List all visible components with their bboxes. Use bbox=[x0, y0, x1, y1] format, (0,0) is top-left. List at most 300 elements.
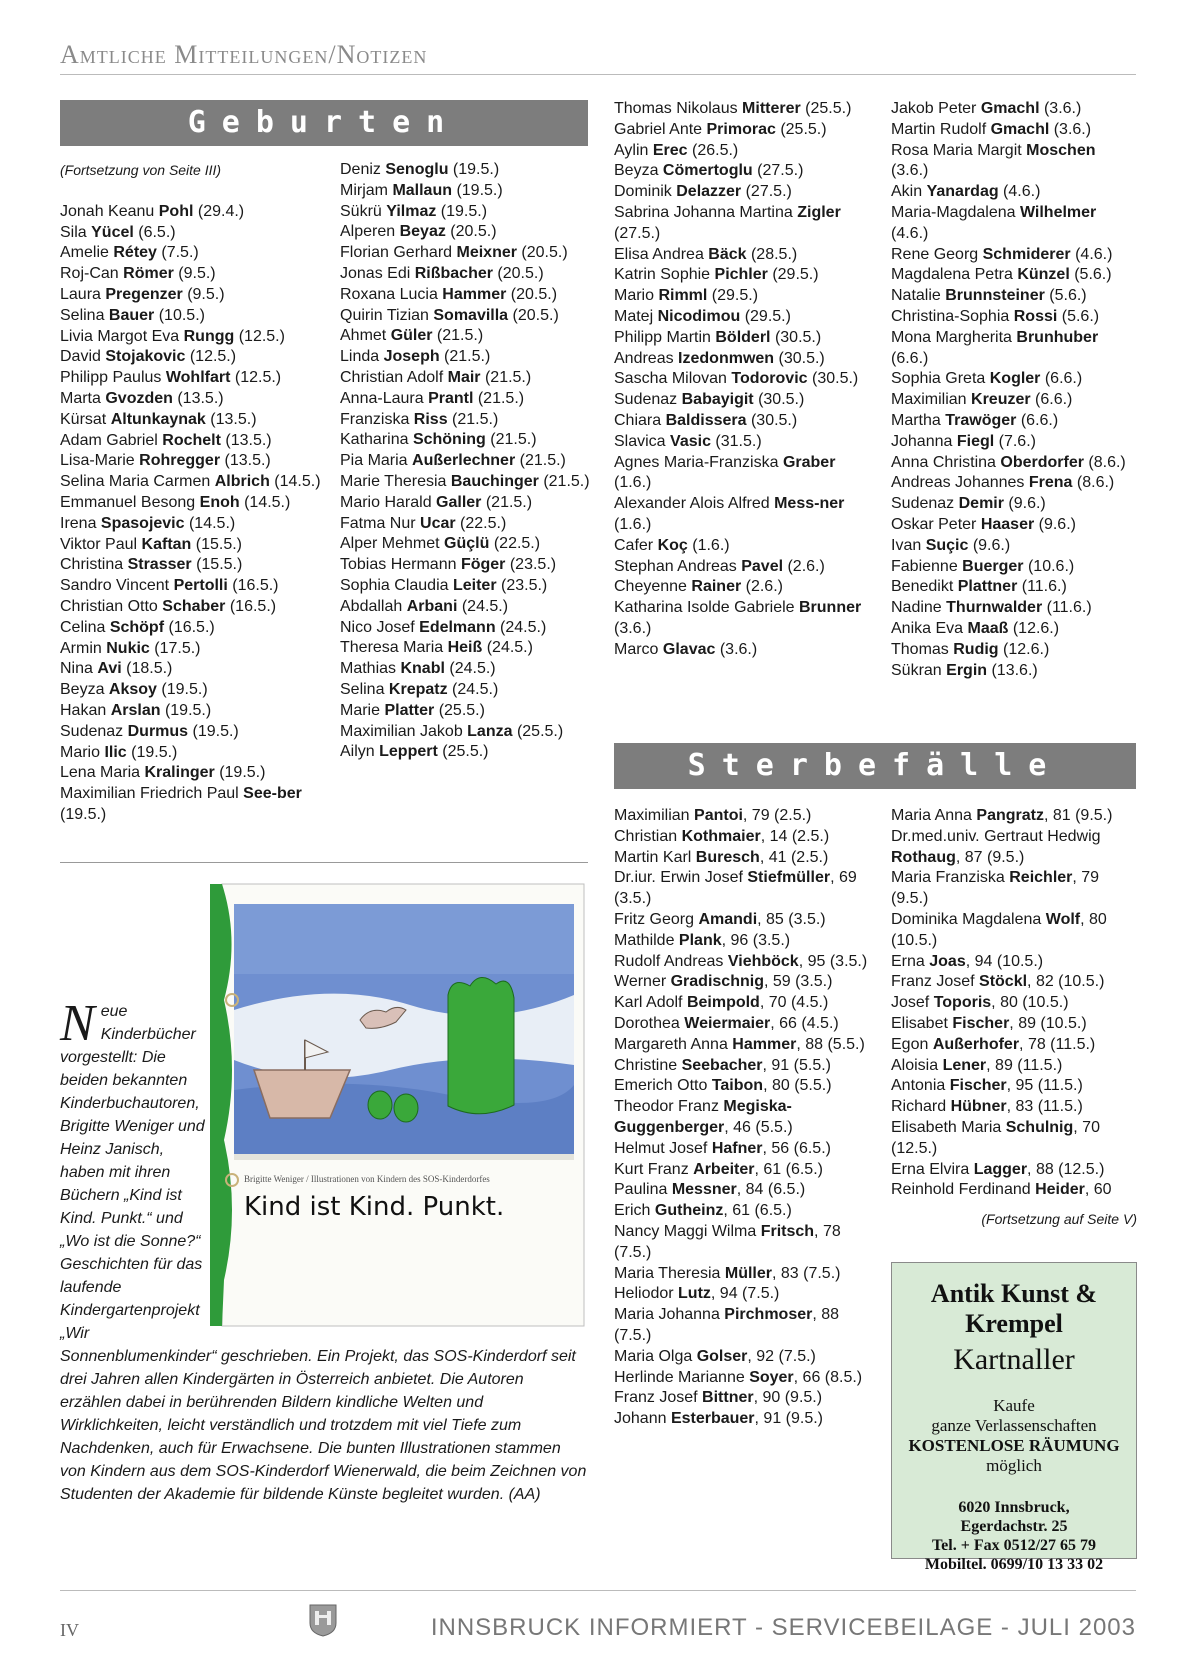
given-names: Nina bbox=[60, 660, 98, 678]
date: (25.5.) bbox=[775, 120, 827, 138]
date: (16.5.) bbox=[227, 577, 279, 595]
surname: Krepatz bbox=[388, 680, 448, 698]
date: (13.5.) bbox=[172, 389, 224, 407]
surname: Leppert bbox=[379, 743, 438, 761]
date: (9.6.) bbox=[1034, 515, 1076, 533]
surname: Kothmaier bbox=[681, 827, 761, 845]
date: (21.5.) bbox=[538, 472, 590, 490]
date: (30.5.) bbox=[774, 349, 825, 367]
date: (19.5.) bbox=[188, 722, 239, 740]
list-item bbox=[891, 245, 1137, 266]
given-names: Nancy Maggi Wilma bbox=[614, 1222, 761, 1240]
list-item bbox=[891, 1014, 1137, 1035]
given-names: Celina bbox=[60, 618, 110, 636]
given-names: Alper Mehmet bbox=[340, 535, 445, 553]
date: (28.5.) bbox=[746, 245, 798, 263]
surname: Rungg bbox=[183, 327, 235, 345]
date: , 79 (2.5.) bbox=[742, 807, 812, 824]
date: , 78 (11.5.) bbox=[1019, 1035, 1096, 1053]
given-names: Pia Maria bbox=[340, 452, 413, 470]
given-names: Selina bbox=[340, 680, 389, 698]
given-names: Slavica bbox=[614, 432, 671, 450]
list-item bbox=[891, 806, 1137, 827]
surname: Durmus bbox=[127, 722, 189, 740]
given-names: Nadine bbox=[891, 599, 947, 617]
date: (3.6.) bbox=[1039, 100, 1082, 117]
list-item bbox=[614, 141, 876, 162]
given-names: Fatma Nur bbox=[340, 514, 421, 532]
list-item bbox=[891, 307, 1137, 328]
surname: Rimml bbox=[658, 287, 708, 305]
list-item bbox=[60, 555, 322, 576]
date: , 83 (11.5.) bbox=[1006, 1098, 1083, 1116]
city-crest-icon bbox=[308, 1603, 338, 1642]
surname: Stiefmüller bbox=[747, 869, 831, 887]
surname: Rochelt bbox=[162, 431, 221, 449]
list-item bbox=[340, 493, 590, 514]
list-item bbox=[891, 640, 1137, 661]
given-names: Livia Margot Eva bbox=[60, 327, 184, 345]
ad-mobile: Mobiltel. 0699/10 13 33 02 bbox=[924, 1556, 1104, 1573]
surname: Maaß bbox=[967, 619, 1009, 637]
date: (20.5.) bbox=[445, 223, 497, 241]
date: , 80 (10.5.) bbox=[891, 910, 1107, 949]
list-item bbox=[891, 1160, 1137, 1181]
date: (31.5.) bbox=[710, 432, 762, 450]
surname: Beimpold bbox=[686, 994, 760, 1012]
date: , 61 (6.5.) bbox=[723, 1202, 792, 1220]
given-names: Sudenaz bbox=[60, 722, 128, 740]
list-item bbox=[340, 181, 590, 202]
surname: Delazzer bbox=[676, 183, 742, 201]
surname: Fritsch bbox=[760, 1222, 815, 1240]
list-item bbox=[891, 619, 1137, 640]
list-item bbox=[891, 1097, 1137, 1118]
surname: Gmachl bbox=[980, 100, 1040, 117]
surname: Lener bbox=[942, 1056, 987, 1074]
ad-name: Kartnaller bbox=[953, 1343, 1075, 1376]
surname: Rétey bbox=[113, 244, 157, 262]
list-item bbox=[614, 598, 876, 640]
date: , 14 (2.5.) bbox=[760, 827, 830, 845]
date: , 56 (6.5.) bbox=[762, 1139, 831, 1157]
surname: Todorovic bbox=[731, 370, 808, 388]
date: , 80 (5.5.) bbox=[763, 1077, 832, 1095]
given-names: Sophia Claudia bbox=[340, 576, 453, 594]
date: (20.5.) bbox=[506, 285, 558, 303]
list-item bbox=[614, 1076, 876, 1097]
list-item bbox=[614, 390, 876, 411]
sterbefaelle-col-1 bbox=[614, 806, 876, 1430]
surname: Fischer bbox=[949, 1077, 1007, 1095]
surname: Trawöger bbox=[945, 411, 1017, 429]
surname: Golser bbox=[696, 1347, 748, 1365]
surname: Plank bbox=[678, 931, 722, 949]
surname: Yücel bbox=[91, 223, 134, 241]
surname: Pohl bbox=[158, 202, 194, 220]
list-item bbox=[340, 410, 590, 431]
date: (15.5.) bbox=[191, 535, 242, 553]
surname: Stöckl bbox=[979, 973, 1028, 991]
surname: Nukic bbox=[106, 639, 150, 657]
date: (24.5.) bbox=[495, 618, 547, 636]
surname: Baldissera bbox=[665, 411, 747, 429]
list-item bbox=[614, 1201, 876, 1222]
date: (19.5.) bbox=[60, 805, 107, 823]
list-item bbox=[891, 1076, 1137, 1097]
surname: Mitterer bbox=[742, 100, 801, 117]
surname: Galler bbox=[436, 493, 482, 511]
given-names: Natalie bbox=[891, 287, 946, 305]
surname: Ucar bbox=[420, 514, 456, 532]
surname: Joseph bbox=[383, 348, 440, 366]
list-item bbox=[614, 286, 876, 307]
date: , 92 (7.5.) bbox=[747, 1347, 816, 1365]
list-item bbox=[614, 99, 876, 120]
date: (3.6.) bbox=[614, 619, 652, 637]
sterbefaelle-banner: Sterbefälle bbox=[614, 743, 1136, 789]
list-item bbox=[614, 265, 876, 286]
given-names: Anna-Laura bbox=[340, 389, 429, 407]
date: (15.5.) bbox=[191, 556, 243, 574]
surname: Reichler bbox=[1009, 869, 1073, 887]
geburten-col-1 bbox=[60, 160, 322, 826]
given-names: Emerich Otto bbox=[614, 1077, 712, 1095]
surname: Haaser bbox=[980, 515, 1035, 533]
given-names: Quirin Tizian bbox=[340, 306, 434, 324]
running-head: Amtliche Mitteilungen/Notizen bbox=[60, 40, 428, 69]
given-names: Abdallah bbox=[340, 597, 407, 615]
given-names: Dorothea bbox=[614, 1014, 685, 1032]
given-names: Maria-Magdalena bbox=[891, 203, 1020, 221]
date: , 91 (5.5.) bbox=[762, 1056, 831, 1074]
date: (11.6.) bbox=[1017, 578, 1067, 596]
date: (12.6.) bbox=[998, 640, 1050, 658]
date: , 87 (9.5.) bbox=[955, 848, 1025, 866]
date: (27.5.) bbox=[752, 162, 804, 180]
date: (21.5.) bbox=[515, 452, 566, 470]
surname: Müller bbox=[724, 1264, 772, 1282]
list-item bbox=[614, 182, 876, 203]
given-names: Theresa Maria bbox=[340, 639, 448, 657]
given-names: Andreas bbox=[614, 349, 679, 367]
surname: Spasojevic bbox=[100, 514, 185, 532]
surname: Hafner bbox=[711, 1139, 763, 1157]
date: , 61 (6.5.) bbox=[754, 1160, 823, 1178]
list-item bbox=[340, 389, 590, 410]
date: , 69 (3.5.) bbox=[614, 869, 857, 908]
given-names: Alexander Alois Alfred bbox=[614, 495, 775, 513]
list-item bbox=[340, 722, 590, 743]
surname: Außerlechner bbox=[412, 452, 516, 470]
date: (13.5.) bbox=[205, 410, 257, 428]
list-item bbox=[614, 494, 876, 536]
given-names: Sabrina Johanna Martina bbox=[614, 203, 798, 221]
given-names: Kürsat bbox=[60, 410, 111, 428]
surname: Buerger bbox=[962, 557, 1024, 575]
list-item bbox=[340, 701, 590, 722]
given-names: Viktor Paul bbox=[60, 535, 142, 553]
list-item bbox=[891, 328, 1137, 370]
given-names: Matej bbox=[614, 307, 658, 325]
date: (7.5.) bbox=[156, 244, 199, 262]
surname: Oberdorfer bbox=[1000, 453, 1084, 471]
given-names: Maximilian Jakob bbox=[340, 722, 468, 740]
given-names: Emmanuel Besong bbox=[60, 493, 200, 511]
date: , 90 (9.5.) bbox=[753, 1389, 823, 1407]
list-item bbox=[60, 327, 322, 348]
given-names: Elisa Andrea bbox=[614, 245, 709, 263]
given-names: Selina bbox=[60, 306, 109, 324]
geburten-col-3 bbox=[614, 99, 876, 661]
date: (25.5.) bbox=[437, 743, 489, 761]
given-names: Ailyn bbox=[340, 743, 380, 761]
date: (24.5.) bbox=[447, 680, 499, 698]
given-names: Linda bbox=[340, 348, 384, 366]
list-item bbox=[891, 120, 1137, 141]
list-item bbox=[891, 972, 1137, 993]
list-item bbox=[891, 868, 1137, 910]
surname: Schulnig bbox=[1005, 1118, 1074, 1136]
list-item bbox=[340, 430, 590, 451]
surname: Nicodimou bbox=[657, 307, 741, 325]
list-item bbox=[340, 368, 590, 389]
footer-publication: INNSBRUCK INFORMIERT - SERVICEBEILAGE - JULI 2003 bbox=[430, 1614, 1136, 1641]
given-names: Roxana Lucia bbox=[340, 285, 443, 303]
list-item bbox=[614, 453, 876, 495]
list-item bbox=[614, 245, 876, 266]
surname: Pertolli bbox=[173, 577, 228, 595]
given-names: Andreas Johannes bbox=[891, 474, 1029, 492]
date: (29.5.) bbox=[707, 287, 759, 305]
surname: Kreuzer bbox=[971, 391, 1031, 409]
list-item bbox=[340, 680, 590, 701]
list-item bbox=[614, 161, 876, 182]
date: (29.5.) bbox=[767, 266, 819, 284]
surname: Arbani bbox=[406, 597, 458, 615]
given-names: Erna Elvira bbox=[891, 1160, 974, 1178]
book-credits: Brigitte Weniger / Illustrationen von Kindern des SOS-Kinderdorfes bbox=[244, 1174, 490, 1184]
given-names: Irena bbox=[60, 514, 101, 532]
list-item bbox=[60, 451, 322, 472]
list-item bbox=[60, 493, 322, 514]
list-item bbox=[340, 534, 590, 555]
surname: Ergin bbox=[946, 661, 988, 679]
geburten-col-4 bbox=[891, 99, 1137, 681]
given-names: Maximilian Friedrich Paul bbox=[60, 785, 244, 803]
surname: Heider bbox=[1035, 1181, 1085, 1199]
surname: Schöpf bbox=[109, 618, 165, 636]
date: , 95 (11.5.) bbox=[1006, 1077, 1083, 1095]
list-item bbox=[60, 223, 322, 244]
surname: Pirchmoser bbox=[724, 1306, 813, 1324]
date: (22.5.) bbox=[455, 514, 507, 532]
list-item bbox=[614, 1139, 876, 1160]
given-names: Sudenaz bbox=[614, 391, 682, 409]
date: (14.5.) bbox=[269, 473, 321, 491]
given-names: Rudolf Andreas bbox=[614, 952, 728, 970]
date: (5.6.) bbox=[1069, 266, 1112, 284]
date: (19.5.) bbox=[448, 161, 500, 178]
list-item bbox=[614, 993, 876, 1014]
given-names: Sophia Greta bbox=[891, 370, 990, 388]
surname: Kaftan bbox=[141, 535, 192, 553]
given-names: Armin bbox=[60, 639, 107, 657]
list-item bbox=[614, 349, 876, 370]
list-item bbox=[340, 306, 590, 327]
list-item bbox=[891, 286, 1137, 307]
date: , 66 (8.5.) bbox=[793, 1368, 863, 1386]
surname: Arslan bbox=[110, 701, 161, 719]
date: , 96 (3.5.) bbox=[721, 931, 791, 949]
date: (14.5.) bbox=[184, 514, 236, 532]
list-item bbox=[340, 618, 590, 639]
date: (1.6.) bbox=[614, 515, 652, 533]
date: (17.5.) bbox=[149, 639, 201, 657]
date: (24.5.) bbox=[482, 639, 533, 657]
list-item bbox=[891, 952, 1137, 973]
article-text: eue Kinderbücher vorgestellt: Die beiden bekannten Kinderbuchautoren, Brigitte Weniger und Heinz Janisch, haben mit ihren Büchern „Kind ist Kind. Punkt.“ und „Wo ist die Sonne?“ Geschichten für das laufende Kindergartenprojekt „Wir Sonnenblumenkinder“ geschrieben. Ein Projekt, das SOS-Kinderdorf seit drei Jahren allen Kindergärten in Österreich anbietet. Die Autoren erzählen dabei in berührenden Bildern kindliche Welten und Wirklichkeiten, leicht verständlich und trotzdem mit viel Tiefe zum Nachdenken, auch für Erwachsene. Die bunten Illustrationen stammen von Kindern aus dem SOS-Kinderdorf Wienerwald, die beim Zeichnen von Studenten der Akademie für bildende Künste begleitet wurden. (AA) bbox=[60, 1003, 587, 1503]
date: (13.6.) bbox=[987, 661, 1038, 679]
surname: Lagger bbox=[973, 1160, 1028, 1178]
list-item bbox=[340, 243, 590, 264]
date: (4.6.) bbox=[1070, 245, 1113, 263]
given-names: Maria Anna bbox=[891, 807, 977, 824]
date: , 89 (11.5.) bbox=[986, 1056, 1063, 1074]
given-names: Oskar Peter bbox=[891, 515, 981, 533]
given-names: Katharina Isolde Gabriele bbox=[614, 599, 799, 617]
date: (4.6.) bbox=[891, 224, 929, 242]
list-item bbox=[340, 638, 590, 659]
given-names: Laura bbox=[60, 285, 106, 303]
given-names: Mario bbox=[60, 743, 105, 761]
given-names: Christina bbox=[60, 556, 128, 574]
surname: Fischer bbox=[952, 1014, 1010, 1032]
surname: Zigler bbox=[797, 203, 841, 221]
date: (19.5.) bbox=[126, 743, 178, 761]
surname: Lutz bbox=[678, 1285, 711, 1303]
given-names: Maria Johanna bbox=[614, 1306, 725, 1324]
date: (16.5.) bbox=[225, 597, 277, 615]
list-item bbox=[60, 202, 322, 223]
geburten-banner: Geburten bbox=[60, 100, 588, 146]
given-names: Gabriel Ante bbox=[614, 120, 707, 138]
given-names: Martin Rudolf bbox=[891, 120, 991, 138]
date: (18.5.) bbox=[121, 660, 173, 678]
list-item bbox=[340, 514, 590, 535]
ad-address-1: 6020 Innsbruck, bbox=[958, 1499, 1070, 1516]
list-item bbox=[340, 742, 590, 763]
list-item bbox=[614, 910, 876, 931]
list-item bbox=[891, 910, 1137, 952]
date: (12.5.) bbox=[185, 348, 237, 366]
advertisement-kartnaller bbox=[891, 1262, 1137, 1573]
given-names: Akin bbox=[891, 183, 927, 201]
surname: Güler bbox=[390, 327, 433, 345]
list-item bbox=[614, 1388, 876, 1409]
list-item bbox=[60, 389, 322, 410]
surname: Toporis bbox=[933, 994, 992, 1012]
list-item bbox=[614, 328, 876, 349]
given-names: Franz Josef bbox=[614, 1389, 703, 1407]
surname: Mair bbox=[447, 368, 481, 386]
book-title: Kind ist Kind. Punkt. bbox=[244, 1192, 505, 1222]
date: (13.5.) bbox=[220, 431, 272, 449]
given-names: Dominik bbox=[614, 183, 677, 201]
surname: Brunnsteiner bbox=[945, 287, 1045, 305]
date: (14.5.) bbox=[239, 493, 291, 511]
date: (6.6.) bbox=[1040, 370, 1083, 388]
date: , 60 bbox=[1084, 1181, 1112, 1199]
list-item bbox=[891, 369, 1137, 390]
surname: Pichler bbox=[714, 266, 768, 284]
surname: Gutheinz bbox=[654, 1202, 724, 1220]
given-names: Franz Josef bbox=[891, 973, 980, 991]
given-names: Aloisia bbox=[891, 1056, 943, 1074]
list-item bbox=[614, 1160, 876, 1181]
list-item bbox=[891, 265, 1137, 286]
sterbefaelle-col-2 bbox=[891, 806, 1137, 1230]
surname: Bauer bbox=[108, 306, 155, 324]
given-names: Aylin bbox=[614, 141, 653, 159]
date: , 95 (3.5.) bbox=[798, 952, 868, 970]
date: (20.5.) bbox=[516, 244, 568, 262]
given-names: Stephan Andreas bbox=[614, 557, 742, 575]
drop-cap: N bbox=[60, 995, 95, 1052]
date: , 91 (9.5.) bbox=[754, 1410, 824, 1428]
surname: Hammer bbox=[442, 285, 507, 303]
given-names: Mathilde bbox=[614, 931, 679, 949]
date: , 85 (3.5.) bbox=[757, 910, 826, 928]
surname: Koç bbox=[657, 536, 688, 554]
date: (30.5.) bbox=[807, 370, 859, 388]
given-names: Lena Maria bbox=[60, 764, 145, 782]
given-names: Richard bbox=[891, 1098, 951, 1116]
given-names: Lisa-Marie bbox=[60, 452, 140, 470]
list-item bbox=[60, 264, 322, 285]
surname: Primorac bbox=[706, 120, 776, 138]
list-item bbox=[614, 120, 876, 141]
list-item bbox=[614, 972, 876, 993]
list-item bbox=[340, 285, 590, 306]
surname: Heiß bbox=[447, 639, 483, 657]
date: (10.5.) bbox=[154, 306, 205, 324]
given-names: Christian Otto bbox=[60, 597, 163, 615]
article-neue-kinderbuecher bbox=[60, 995, 588, 1506]
list-item bbox=[60, 535, 322, 556]
surname: Cömertoglu bbox=[662, 162, 753, 180]
date: , 41 (2.5.) bbox=[759, 848, 829, 866]
list-item bbox=[891, 1118, 1137, 1160]
date: (3.6.) bbox=[715, 640, 758, 658]
list-item bbox=[614, 1056, 876, 1077]
surname: Güçlü bbox=[444, 535, 490, 553]
date: (19.5.) bbox=[156, 681, 208, 699]
given-names: Fabienne bbox=[891, 557, 963, 575]
date: (21.5.) bbox=[481, 493, 533, 511]
surname: Amandi bbox=[698, 910, 758, 928]
given-names: Nico Josef bbox=[340, 618, 420, 636]
given-names: Marie bbox=[340, 701, 385, 719]
list-item bbox=[60, 701, 322, 722]
given-names: Roj-Can bbox=[60, 265, 124, 283]
given-names: Mirjam bbox=[340, 181, 393, 199]
given-names: Adam Gabriel bbox=[60, 431, 163, 449]
given-names: Sükrü bbox=[340, 202, 387, 220]
list-item bbox=[60, 347, 322, 368]
given-names: Ahmet bbox=[340, 327, 391, 345]
date: (21.5.) bbox=[432, 327, 484, 345]
